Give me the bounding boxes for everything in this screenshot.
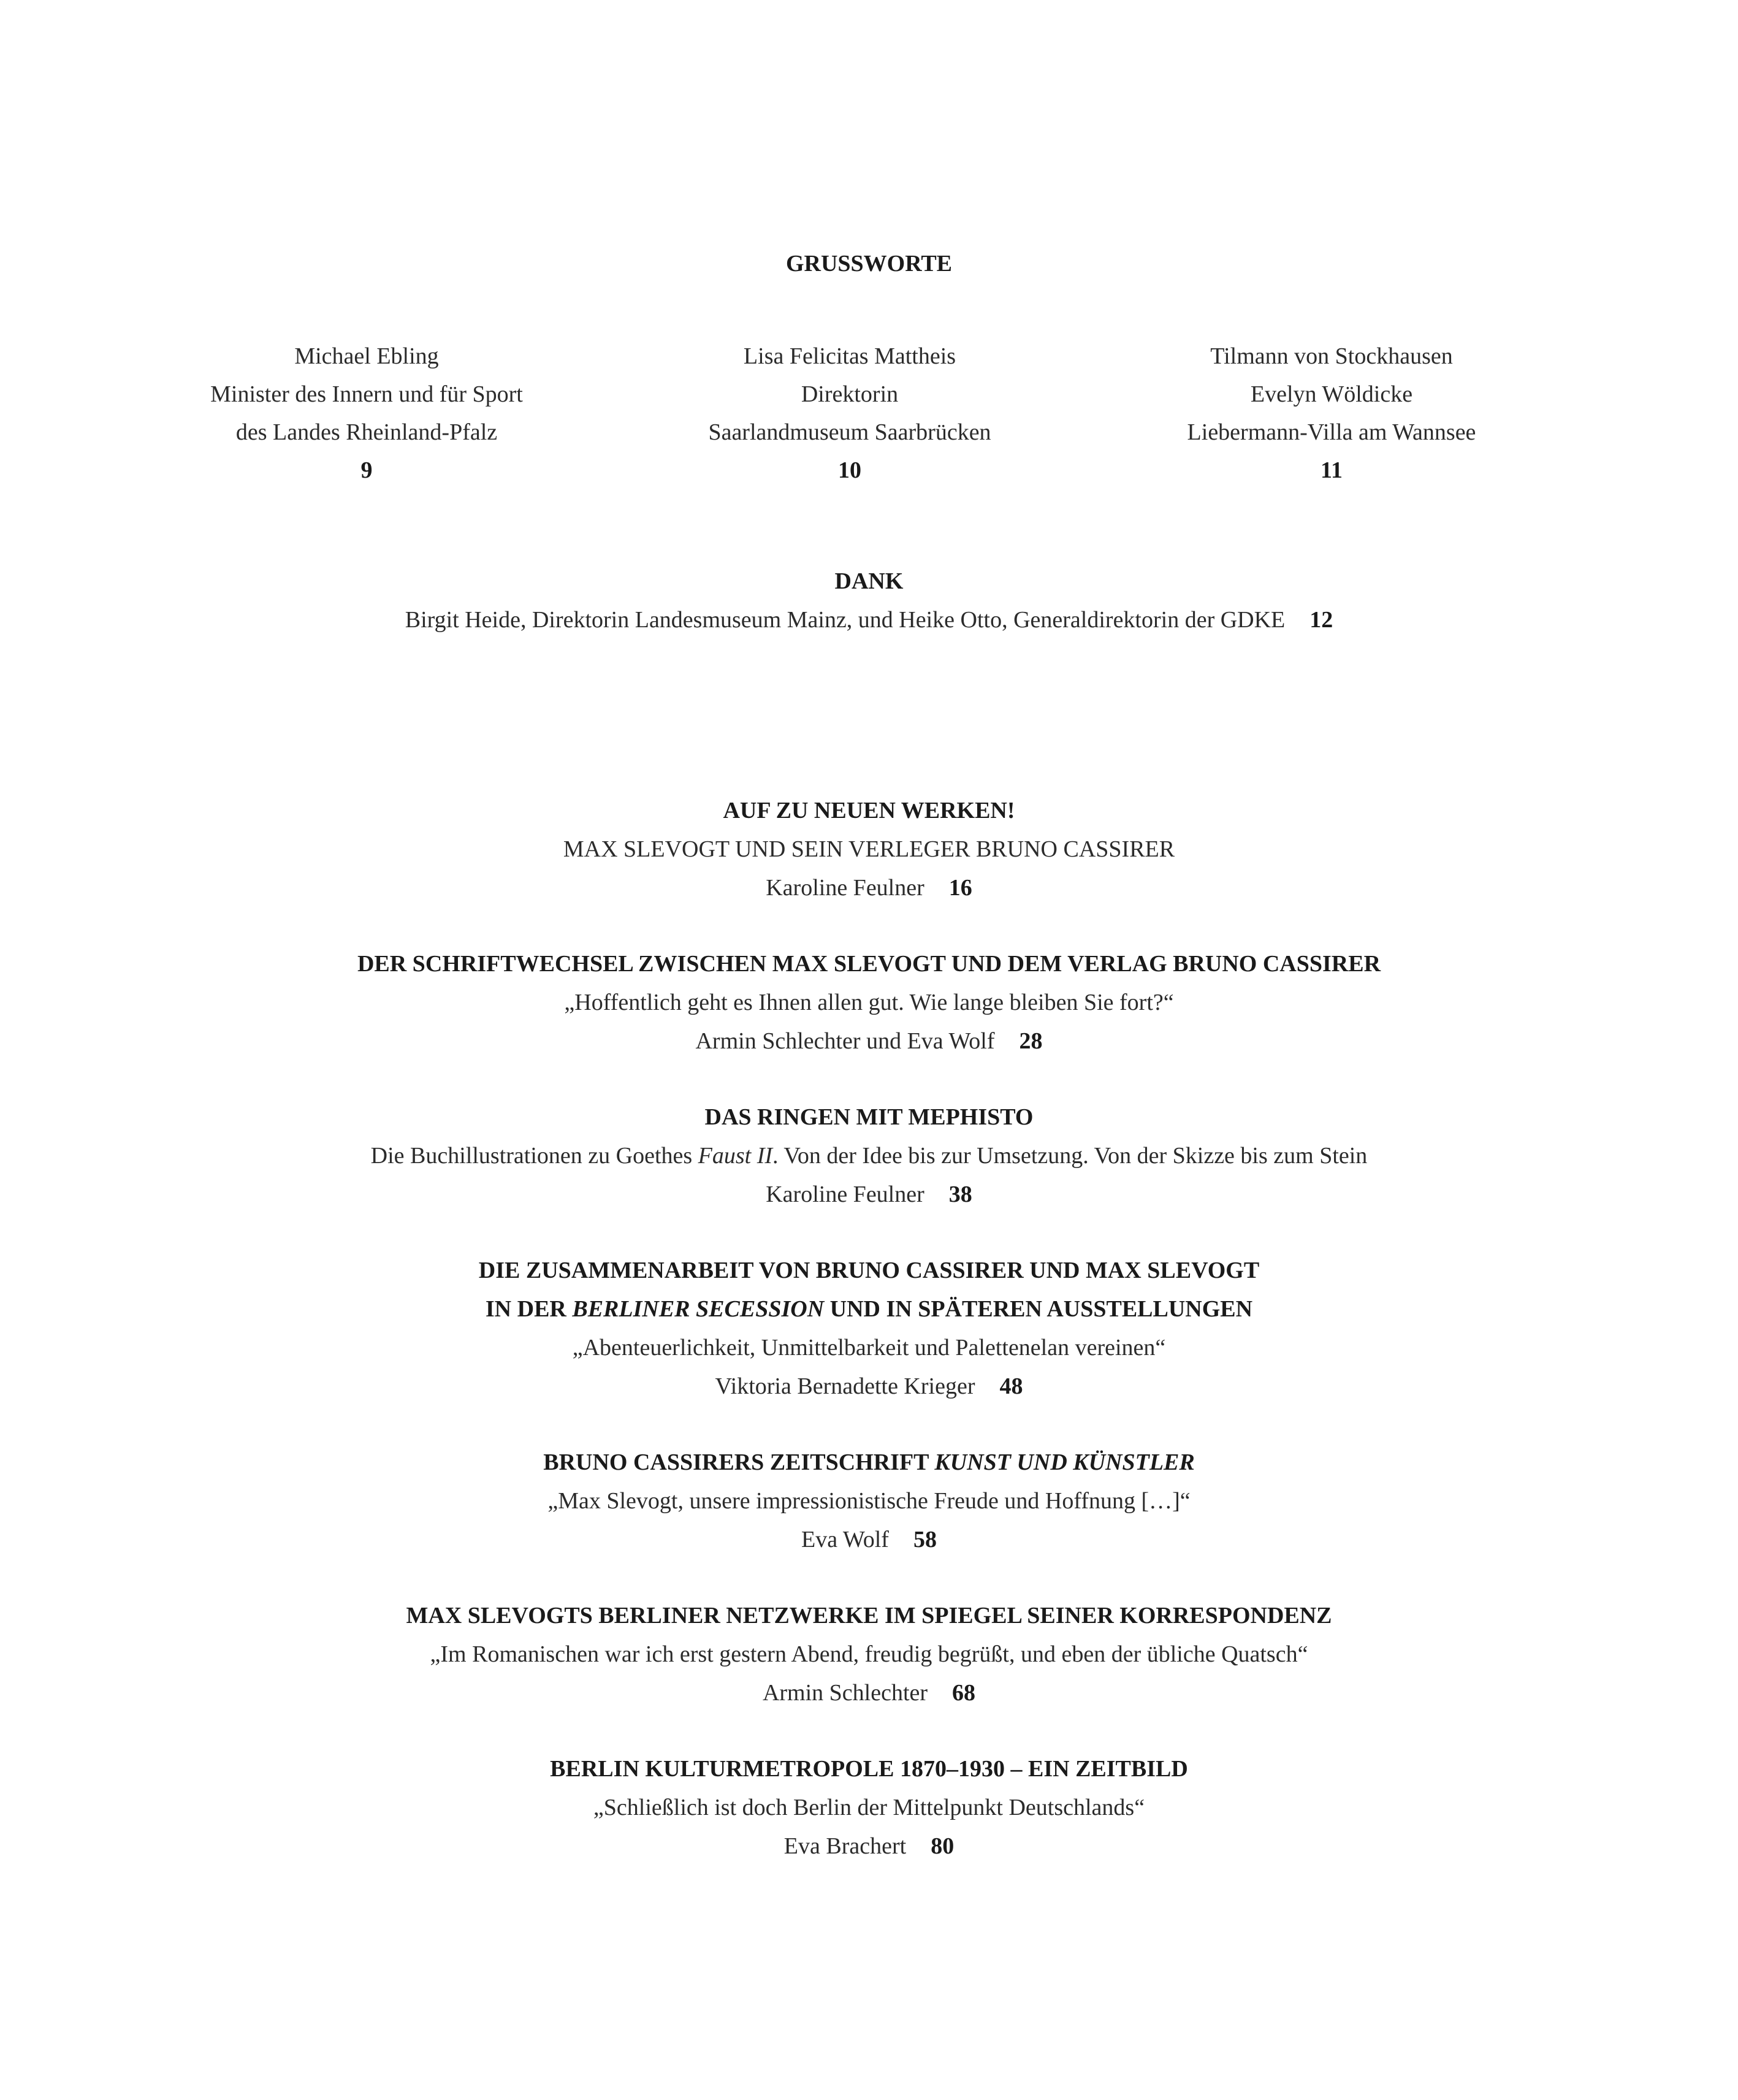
grusswort-name: Lisa Felicitas Mattheis	[743, 343, 956, 369]
grusswort-name: Tilmann von Stockhausen	[1210, 343, 1453, 369]
entry-author: Armin Schlechter und Eva Wolf	[695, 1028, 995, 1054]
grusswort-name: Michael Ebling	[294, 343, 439, 369]
entry-author-line	[0, 1180, 1738, 1209]
entry-title-line-2	[0, 1294, 1738, 1324]
entry-author-line	[0, 1678, 1738, 1708]
entry-page-number: 28	[1019, 1028, 1043, 1054]
entry-subtitle: „Im Romanischen war ich erst gestern Abend, freudig begrüßt, und eben der übliche Quatsch“	[430, 1641, 1308, 1667]
entry-author: Eva Wolf	[801, 1527, 889, 1552]
entry-author: Viktoria Bernadette Krieger	[715, 1373, 975, 1399]
grussworte-heading: GRUSSWORTE	[785, 251, 953, 277]
entry-subtitle: „Schließlich ist doch Berlin der Mittelpunkt Deutschlands“	[593, 1795, 1145, 1820]
entry-title-pre: IN DER	[485, 1296, 573, 1322]
entry-subtitle-italic: Faust II	[698, 1143, 773, 1169]
entry-page-number: 58	[913, 1527, 937, 1552]
grusswort-page-number: 9	[360, 457, 373, 483]
entry-title-italic: KUNST UND KÜNSTLER	[934, 1449, 1195, 1475]
entry-title-line-1: DIE ZUSAMMENARBEIT VON BRUNO CASSIRER UND MAX SLEVOGT	[478, 1258, 1260, 1283]
grusswort-page-number: 11	[1321, 457, 1343, 483]
grusswort-institution: Liebermann-Villa am Wannsee	[1187, 419, 1476, 445]
entry-page-number: 80	[931, 1833, 955, 1859]
entry-subtitle: MAX SLEVOGT UND SEIN VERLEGER BRUNO CASSIRER	[563, 836, 1175, 862]
dank-text: Birgit Heide, Direktorin Landesmuseum Mainz, und Heike Otto, Generaldirektorin der GDKE	[405, 607, 1286, 633]
entry-title-post: UND IN SPÄTEREN AUSSTELLUNGEN	[824, 1296, 1253, 1322]
entry-title	[0, 1448, 1738, 1477]
entry-subtitle-pre: Die Buchillustrationen zu Goethes	[370, 1143, 698, 1169]
entry-subtitle: „Max Slevogt, unsere impressionistische Freude und Hoffnung […]“	[547, 1488, 1191, 1514]
entry-subtitle	[0, 1141, 1738, 1170]
entry-author-line	[0, 1831, 1738, 1861]
entry-title: BERLIN KULTURMETROPOLE 1870–1930 – EIN ZEITBILD	[550, 1756, 1188, 1782]
entry-title: MAX SLEVOGTS BERLINER NETZWERKE IM SPIEGEL SEINER KORRESPONDENZ	[406, 1603, 1332, 1628]
dank-page-number: 12	[1309, 607, 1333, 633]
entry-title-pre: BRUNO CASSIRERS ZEITSCHRIFT	[543, 1449, 935, 1475]
entry-author: Karoline Feulner	[766, 1182, 924, 1207]
entry-subtitle: „Abenteuerlichkeit, Unmittelbarkeit und Palettenelan vereinen“	[572, 1335, 1166, 1361]
entry-author: Armin Schlechter	[762, 1680, 928, 1706]
grusswort-column-1	[91, 337, 642, 489]
grusswort-column-3	[1056, 337, 1607, 489]
grusswort-institution: Saarlandmuseum Saarbrücken	[708, 419, 991, 445]
entry-page-number: 38	[948, 1182, 972, 1207]
entry-title-italic: BERLINER SECESSION	[572, 1296, 825, 1322]
grusswort-role: Minister des Innern und für Sport	[210, 381, 523, 407]
entry-page-number: 16	[948, 875, 972, 901]
entry-subtitle-post: . Von der Idee bis zur Umsetzung. Von der Skizze bis zum Stein	[772, 1143, 1368, 1169]
dank-heading: DANK	[834, 568, 904, 594]
dank-entry	[0, 605, 1738, 635]
grusswort-name-2: Evelyn Wöldicke	[1250, 381, 1413, 407]
grusswort-institution: des Landes Rheinland-Pfalz	[235, 419, 498, 445]
grusswort-page-number: 10	[838, 457, 861, 483]
entry-title: DAS RINGEN MIT MEPHISTO	[704, 1104, 1034, 1130]
entry-author: Karoline Feulner	[766, 875, 924, 901]
entry-page-number: 48	[999, 1373, 1023, 1399]
entry-title: DER SCHRIFTWECHSEL ZWISCHEN MAX SLEVOGT UND DEM VERLAG BRUNO CASSIRER	[357, 951, 1381, 977]
entry-page-number: 68	[952, 1680, 976, 1706]
entry-author: Eva Brachert	[783, 1833, 907, 1859]
entry-title: AUF ZU NEUEN WERKEN!	[723, 798, 1015, 823]
grusswort-role: Direktorin	[801, 381, 899, 407]
entry-author-line	[0, 1525, 1738, 1554]
grusswort-column-2	[574, 337, 1126, 489]
entry-author-line	[0, 873, 1738, 903]
entry-author-line	[0, 1372, 1738, 1401]
entry-author-line	[0, 1026, 1738, 1056]
entry-subtitle: „Hoffentlich geht es Ihnen allen gut. Wie lange bleiben Sie fort?“	[564, 990, 1174, 1015]
